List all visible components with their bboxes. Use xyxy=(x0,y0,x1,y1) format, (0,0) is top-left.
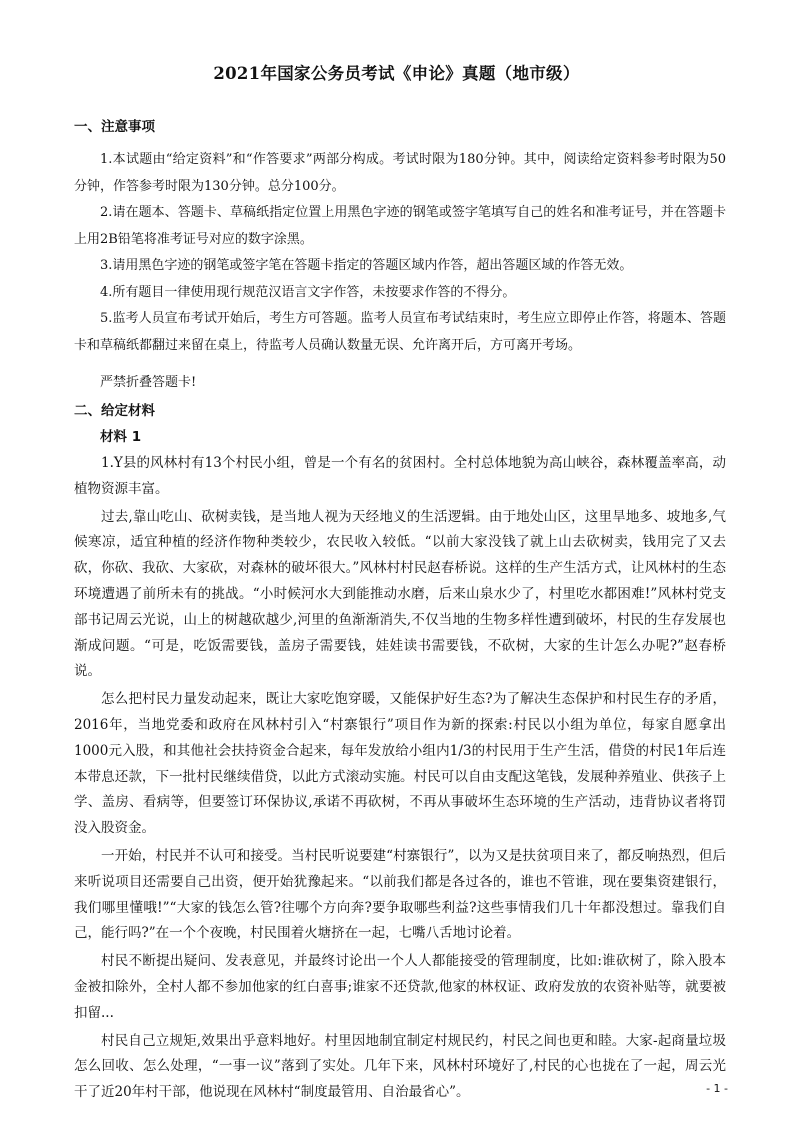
material-paragraph: 过去,靠山吃山、砍树卖钱，是当地人视为天经地义的生活逻辑。由于地处山区，这里旱地多、坡地多,气候寒凉，适宜种植的经济作物种类较少，农民收入较低。“以前大家没钱了就上山去砍树卖，钱用完了又去砍，你砍、我砍、大家砍，对森林的破坏很大。”风林村村民赵春桥说。这样的生产生活方式，让风林村的生态环境遭遇了前所未有的挑战。“小时候河水大到能推动水磨，后来山泉水少了，村里吃水都困难!”风林村党支部书记周云光说，山上的树越砍越少,河里的鱼渐渐消失,不仅当地的生物多样性遭到破坏，村民的生存发展也渐成问题。“可是，吃饭需要钱，盖房子需要钱，娃娃读书需要钱，不砍树，大家的生计怎么办呢?”赵春桥说。 xyxy=(74,508,726,680)
material-paragraph: 1.Y县的风林村有13个村民小组，曾是一个有名的贫困村。全村总体地貌为高山峡谷，森林覆盖率高，动植物资源丰富。 xyxy=(74,455,726,497)
section-heading-notice: 一、注意事项 xyxy=(74,119,155,135)
material-heading-container xyxy=(74,428,726,446)
notice-section xyxy=(74,118,726,359)
material-paragraph: 村民不断提出疑问、发表意见，并最终讨论出一个人人都能接受的管理制度，比如:谁砍树了，除入股本金被扣除外，全村人都不参加他家的红白喜事;谁家不还贷款,他家的林权证、政府发放的农资补贴等，就要被扣留... xyxy=(74,953,726,1021)
notice-item: 5.监考人员宣布考试开始后，考生方可答题。监考人员宣布考试结束时，考生应立即停止作答，将题本、答题卡和草稿纸都翻过来留在桌上，待监考人员确认数量无误、允许离开后，方可离开考场。 xyxy=(74,311,726,353)
page-title: 2021年国家公务员考试《申论》真题（地市级） xyxy=(213,64,580,83)
notice-item: 3.请用黑色字迹的钢笔或签字笔在答题卡指定的答题区域内作答，超出答题区域的作答无效。 xyxy=(100,258,633,273)
material-paragraph: 一开始，村民并不认可和接受。当村民听说要建“村寨银行”，以为又是扶贫项目来了，都反响热烈，但后来听说项目还需要自己出资，便开始犹豫起来。“以前我们都是各过各的，谁也不管谁，现在要集资建银行，我们哪里懂哦!”“大家的钱怎么管?往哪个方向奔?要争取哪些利益?这些事情我们几十年都没想过。靠我们自己，能行吗?”在一个个夜晚，村民围着火塘挤在一起，七嘴八舌地讨论着。 xyxy=(74,847,726,942)
material-paragraph: 村民自己立规矩,效果出乎意料地好。村里因地制宜制定村规民约，村民之间也更和睦。大家-起商量垃圾怎么回收、怎么处理，“一事一议”落到了实处。几年下来，风林村环境好了,村民的心也拢在了一起，周云光干了近20年村干部，他说现在风林村“制度最管用、自治最省心”。 xyxy=(74,1032,726,1101)
warning-note-container xyxy=(74,370,726,397)
material-body xyxy=(74,451,726,1108)
page-number: - 1 - xyxy=(706,1082,728,1095)
notice-item: 1.本试题由“给定资料”和“作答要求”两部分构成。考试时限为180分钟。其中，阅读给定资料参考时限为50分钟，作答参考时限为130分钟。总分100分。 xyxy=(74,152,726,194)
material-heading: 材料 1 xyxy=(100,429,142,445)
notice-item: 2.请在题本、答题卡、草稿纸指定位置上用黑色字迹的钢笔或签字笔填写自己的姓名和准考证号，并在答题卡上用2B铅笔将准考证号对应的数字涂黑。 xyxy=(74,205,726,247)
section-heading-text: 二、给定材料 xyxy=(74,403,155,419)
section-heading-materials xyxy=(74,402,726,420)
notice-item: 4.所有题目一律使用现行规范汉语言文字作答，未按要求作答的不得分。 xyxy=(100,284,516,300)
warning-note: 严禁折叠答题卡! xyxy=(100,375,197,390)
material-paragraph: 怎么把村民力量发动起来，既让大家吃饱穿暖，又能保护好生态?为了解决生态保护和村民生存的矛盾，2016年，当地党委和政府在风林村引入“村寨银行”项目作为新的探索:村民以小组为单位，每家自愿拿出1000元入股，和其他社会扶持资金合起来，每年发放给小组内1/3的村民用于生产生活，借贷的村民1年后连本带息还款，下一批村民继续借贷，以此方式滚动实施。村民可以自由支配这笔钱，发展种养殖业、供孩子上学、盖房、看病等，但要签订环保协议,承诺不再砍树，不再从事破坏生态环境的生产活动，违背协议者将罚没入股资金。 xyxy=(74,691,726,837)
